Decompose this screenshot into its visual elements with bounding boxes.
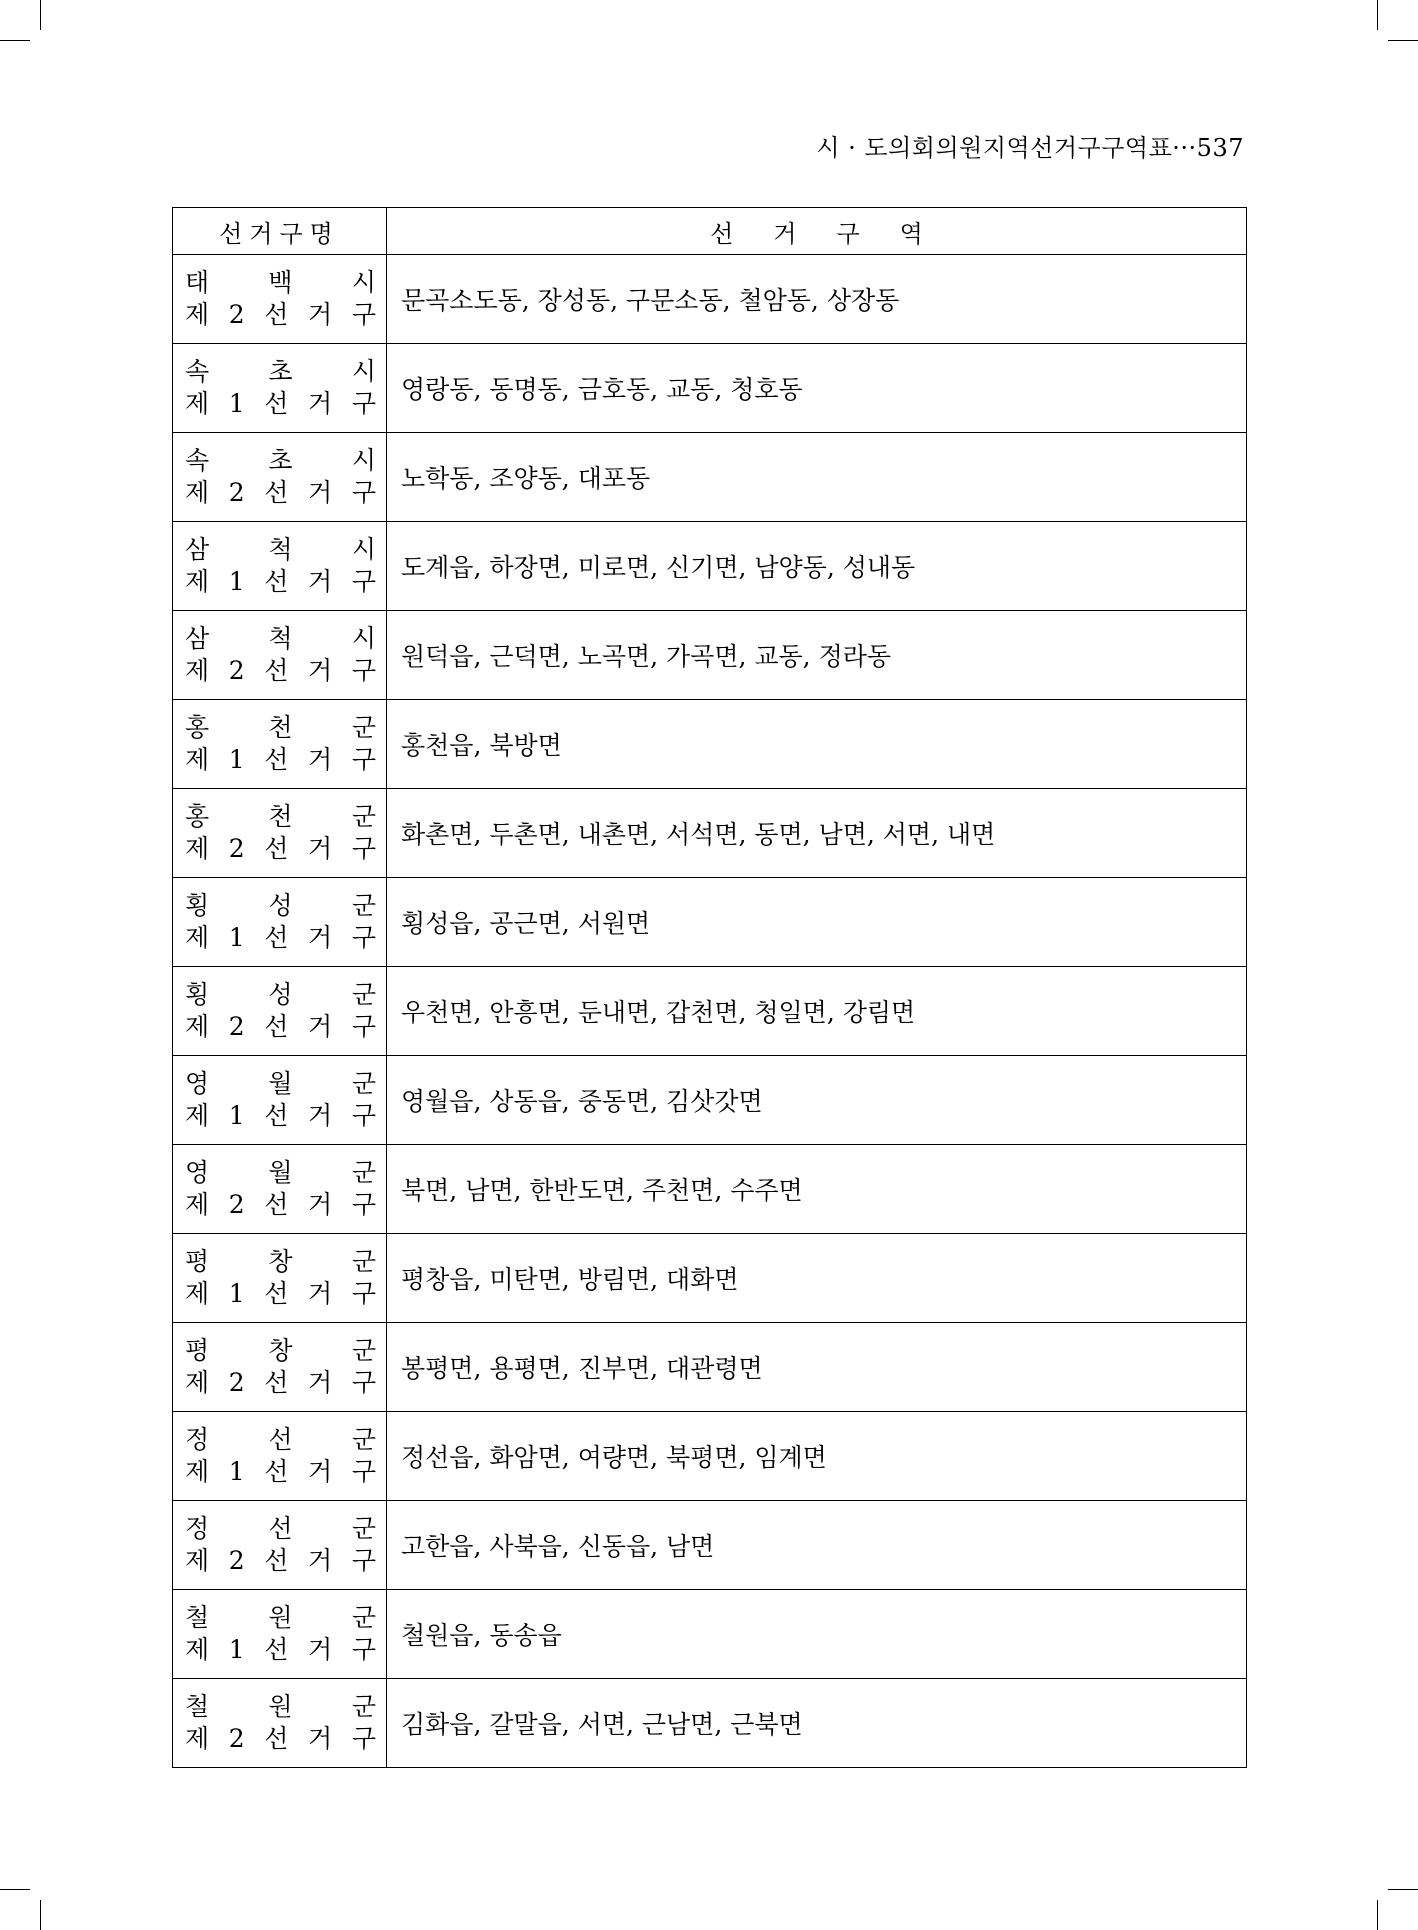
district-name-char: 선 (264, 1101, 289, 1130)
table-row (173, 1501, 1247, 1590)
district-name-char: 군 (351, 1069, 376, 1098)
district-area-cell: 우천면, 안흥면, 둔내면, 갑천면, 청일면, 강림면 (387, 967, 1247, 1056)
district-name-line1 (185, 1157, 376, 1189)
crop-mark (1377, 0, 1378, 30)
table-header-row (173, 208, 1247, 255)
crop-mark (1388, 1889, 1418, 1890)
district-name-char: 선 (264, 300, 289, 329)
district-name-char: 선 (268, 1514, 293, 1543)
district-name-char: 선 (264, 567, 289, 596)
district-name-char: 초 (268, 446, 293, 475)
district-name-line1 (185, 1068, 376, 1100)
table-row (173, 1234, 1247, 1323)
district-name-char: 영 (185, 1158, 210, 1187)
district-area-cell: 정선읍, 화암면, 여량면, 북평면, 임계면 (387, 1412, 1247, 1501)
district-name-char: 구 (351, 478, 376, 507)
district-name-char: 선 (264, 923, 289, 952)
district-name-char: 제 (185, 1546, 210, 1575)
district-area-cell: 철원읍, 동송읍 (387, 1590, 1247, 1679)
district-name-char: 월 (268, 1069, 293, 1098)
district-name-char: 군 (351, 1336, 376, 1365)
district-name-char: 초 (268, 357, 293, 386)
district-name-char: 창 (268, 1247, 293, 1276)
district-name-char: 선 (264, 1724, 289, 1753)
district-name-line1 (185, 267, 376, 299)
district-name-char: 2 (228, 300, 245, 329)
table-row (173, 1323, 1247, 1412)
district-area-cell: 횡성읍, 공근면, 서원면 (387, 878, 1247, 967)
district-name-char: 1 (228, 1457, 245, 1486)
district-name-char: 제 (185, 656, 210, 685)
district-name-char: 구 (351, 1012, 376, 1041)
district-table (172, 207, 1247, 1768)
district-name-char: 백 (268, 268, 293, 297)
crop-mark (1377, 1900, 1378, 1930)
district-name-char: 선 (264, 1635, 289, 1664)
district-name-char: 1 (228, 567, 245, 596)
district-name-cell (173, 344, 387, 433)
district-name-char: 속 (185, 357, 210, 386)
district-name-char: 거 (308, 834, 333, 863)
district-name-char: 평 (185, 1336, 210, 1365)
district-name-char: 구 (351, 1101, 376, 1130)
district-name-char: 선 (264, 834, 289, 863)
table-row (173, 1056, 1247, 1145)
district-name-char: 원 (268, 1692, 293, 1721)
district-name-line2 (185, 1278, 376, 1310)
district-name-char: 시 (351, 624, 376, 653)
district-name-char: 구 (351, 1724, 376, 1753)
table-row (173, 789, 1247, 878)
table-row (173, 433, 1247, 522)
district-name-cell (173, 967, 387, 1056)
district-name-char: 거 (308, 389, 333, 418)
district-name-char: 1 (228, 1279, 245, 1308)
district-name-char: 선 (264, 1368, 289, 1397)
district-name-char: 군 (351, 980, 376, 1009)
table-row (173, 1590, 1247, 1679)
district-area-cell: 홍천읍, 북방면 (387, 700, 1247, 789)
district-name-line2 (185, 744, 376, 776)
district-name-char: 속 (185, 446, 210, 475)
district-name-char: 구 (351, 389, 376, 418)
district-name-char: 거 (308, 478, 333, 507)
district-name-char: 선 (264, 478, 289, 507)
district-name-line1 (185, 1602, 376, 1634)
district-name-char: 군 (351, 802, 376, 831)
district-name-cell (173, 1501, 387, 1590)
district-name-char: 제 (185, 745, 210, 774)
district-name-char: 거 (308, 1190, 333, 1219)
district-area-cell: 고한읍, 사북읍, 신동읍, 남면 (387, 1501, 1247, 1590)
district-area-cell: 영랑동, 동명동, 금호동, 교동, 청호동 (387, 344, 1247, 433)
district-name-char: 횡 (185, 891, 210, 920)
district-name-char: 거 (308, 1546, 333, 1575)
district-name-char: 선 (268, 1425, 293, 1454)
district-name-char: 구 (351, 1457, 376, 1486)
district-name-line1 (185, 445, 376, 477)
district-name-char: 거 (308, 1368, 333, 1397)
district-name-char: 구 (351, 300, 376, 329)
district-name-char: 철 (185, 1692, 210, 1721)
district-name-cell (173, 1412, 387, 1501)
district-name-cell (173, 1323, 387, 1412)
header-district-area: 선거구역 (387, 208, 1247, 255)
running-head: 시 · 도의회의원지역선거구구역표···537 (816, 134, 1244, 162)
district-name-cell (173, 522, 387, 611)
district-name-cell (173, 433, 387, 522)
district-name-cell (173, 1056, 387, 1145)
district-name-char: 제 (185, 1101, 210, 1130)
district-area-cell: 북면, 남면, 한반도면, 주천면, 수주면 (387, 1145, 1247, 1234)
table-row (173, 1412, 1247, 1501)
district-name-line1 (185, 1691, 376, 1723)
district-name-char: 제 (185, 834, 210, 863)
district-name-char: 군 (351, 1692, 376, 1721)
table-row (173, 522, 1247, 611)
district-name-line1 (185, 1424, 376, 1456)
district-name-char: 1 (228, 745, 245, 774)
district-name-char: 군 (351, 1158, 376, 1187)
district-name-cell (173, 255, 387, 344)
district-name-cell (173, 1679, 387, 1768)
district-name-char: 제 (185, 567, 210, 596)
district-name-char: 선 (264, 1012, 289, 1041)
district-name-char: 선 (264, 1546, 289, 1575)
district-name-char: 2 (228, 656, 245, 685)
district-name-line1 (185, 356, 376, 388)
district-name-char: 선 (264, 745, 289, 774)
district-name-line1 (185, 1513, 376, 1545)
district-name-char: 2 (228, 1724, 245, 1753)
district-area-cell: 평창읍, 미탄면, 방림면, 대화면 (387, 1234, 1247, 1323)
district-name-line2 (185, 477, 376, 509)
district-name-char: 2 (228, 1190, 245, 1219)
table-row (173, 878, 1247, 967)
district-name-char: 거 (308, 567, 333, 596)
district-name-line2 (185, 1189, 376, 1221)
district-name-line1 (185, 534, 376, 566)
district-name-char: 제 (185, 300, 210, 329)
district-name-line2 (185, 922, 376, 954)
district-name-char: 구 (351, 923, 376, 952)
district-name-char: 구 (351, 834, 376, 863)
district-name-char: 제 (185, 1190, 210, 1219)
district-name-cell (173, 1590, 387, 1679)
district-area-cell: 화촌면, 두촌면, 내촌면, 서석면, 동면, 남면, 서면, 내면 (387, 789, 1247, 878)
district-name-char: 군 (351, 1247, 376, 1276)
district-name-char: 천 (268, 713, 293, 742)
table-row (173, 1145, 1247, 1234)
district-name-line1 (185, 801, 376, 833)
district-name-line1 (185, 712, 376, 744)
district-name-char: 선 (264, 656, 289, 685)
district-name-char: 1 (228, 389, 245, 418)
district-name-char: 1 (228, 1101, 245, 1130)
table-row (173, 1679, 1247, 1768)
district-name-char: 1 (228, 923, 245, 952)
district-name-char: 구 (351, 1279, 376, 1308)
district-name-line1 (185, 890, 376, 922)
district-name-char: 평 (185, 1247, 210, 1276)
district-name-char: 제 (185, 1012, 210, 1041)
district-name-char: 거 (308, 745, 333, 774)
district-name-char: 시 (351, 446, 376, 475)
district-name-line2 (185, 833, 376, 865)
district-name-char: 제 (185, 1724, 210, 1753)
district-name-char: 선 (264, 1279, 289, 1308)
district-name-line2 (185, 1367, 376, 1399)
crop-mark (40, 0, 41, 30)
district-name-char: 홍 (185, 802, 210, 831)
district-name-char: 거 (308, 1724, 333, 1753)
district-area-cell: 도계읍, 하장면, 미로면, 신기면, 남양동, 성내동 (387, 522, 1247, 611)
district-name-char: 군 (351, 1514, 376, 1543)
district-name-char: 군 (351, 713, 376, 742)
district-name-char: 삼 (185, 535, 210, 564)
district-name-cell (173, 1145, 387, 1234)
district-name-char: 제 (185, 1635, 210, 1664)
district-name-char: 척 (268, 535, 293, 564)
district-name-line2 (185, 1723, 376, 1755)
table-row (173, 611, 1247, 700)
header-district-name: 선거구명 (173, 208, 387, 255)
district-name-char: 구 (351, 1635, 376, 1664)
district-name-char: 창 (268, 1336, 293, 1365)
district-name-char: 성 (268, 980, 293, 1009)
district-name-line2 (185, 1545, 376, 1577)
district-name-line2 (185, 1456, 376, 1488)
district-name-char: 거 (308, 300, 333, 329)
district-name-char: 제 (185, 1457, 210, 1486)
district-name-char: 거 (308, 1635, 333, 1664)
district-name-char: 원 (268, 1603, 293, 1632)
district-name-char: 1 (228, 1635, 245, 1664)
district-name-char: 성 (268, 891, 293, 920)
district-area-cell: 원덕읍, 근덕면, 노곡면, 가곡면, 교동, 정라동 (387, 611, 1247, 700)
district-area-cell: 노학동, 조양동, 대포동 (387, 433, 1247, 522)
district-name-char: 시 (351, 535, 376, 564)
district-name-char: 2 (228, 1368, 245, 1397)
district-name-char: 정 (185, 1514, 210, 1543)
crop-mark (1388, 40, 1418, 41)
district-name-char: 척 (268, 624, 293, 653)
district-name-line2 (185, 388, 376, 420)
district-name-line2 (185, 299, 376, 331)
district-name-char: 제 (185, 478, 210, 507)
district-name-char: 구 (351, 567, 376, 596)
district-area-cell: 봉평면, 용평면, 진부면, 대관령면 (387, 1323, 1247, 1412)
district-name-line2 (185, 566, 376, 598)
table-row (173, 344, 1247, 433)
district-name-char: 제 (185, 1279, 210, 1308)
district-name-char: 거 (308, 923, 333, 952)
district-name-char: 구 (351, 656, 376, 685)
district-name-char: 천 (268, 802, 293, 831)
district-name-line1 (185, 1335, 376, 1367)
district-name-char: 거 (308, 1457, 333, 1486)
district-name-char: 구 (351, 745, 376, 774)
district-name-char: 구 (351, 1190, 376, 1219)
district-name-char: 2 (228, 478, 245, 507)
district-name-cell (173, 1234, 387, 1323)
district-name-char: 2 (228, 834, 245, 863)
district-name-char: 횡 (185, 980, 210, 1009)
district-name-cell (173, 789, 387, 878)
district-name-char: 홍 (185, 713, 210, 742)
district-name-char: 거 (308, 1101, 333, 1130)
district-name-char: 거 (308, 1279, 333, 1308)
crop-mark (0, 1889, 30, 1890)
district-name-char: 월 (268, 1158, 293, 1187)
district-name-char: 시 (351, 268, 376, 297)
district-area-cell: 문곡소도동, 장성동, 구문소동, 철암동, 상장동 (387, 255, 1247, 344)
district-name-char: 시 (351, 357, 376, 386)
district-name-line2 (185, 1100, 376, 1132)
district-name-char: 구 (351, 1546, 376, 1575)
district-name-line1 (185, 623, 376, 655)
district-name-char: 구 (351, 1368, 376, 1397)
district-name-char: 선 (264, 1190, 289, 1219)
district-name-line2 (185, 1634, 376, 1666)
district-name-char: 영 (185, 1069, 210, 1098)
crop-mark (0, 40, 30, 41)
district-name-char: 삼 (185, 624, 210, 653)
district-name-char: 제 (185, 389, 210, 418)
table-row (173, 700, 1247, 789)
district-name-line1 (185, 979, 376, 1011)
district-name-char: 선 (264, 1457, 289, 1486)
district-name-char: 거 (308, 656, 333, 685)
district-name-char: 태 (185, 268, 210, 297)
district-name-cell (173, 700, 387, 789)
district-name-char: 정 (185, 1425, 210, 1454)
district-area-cell: 김화읍, 갈말읍, 서면, 근남면, 근북면 (387, 1679, 1247, 1768)
district-name-char: 군 (351, 1425, 376, 1454)
district-name-char: 2 (228, 1012, 245, 1041)
district-name-cell (173, 611, 387, 700)
district-name-char: 제 (185, 923, 210, 952)
table-row (173, 255, 1247, 344)
table-row (173, 967, 1247, 1056)
district-name-char: 제 (185, 1368, 210, 1397)
district-name-line2 (185, 655, 376, 687)
district-name-char: 군 (351, 1603, 376, 1632)
district-name-char: 거 (308, 1012, 333, 1041)
district-name-line1 (185, 1246, 376, 1278)
district-name-char: 선 (264, 389, 289, 418)
district-name-line2 (185, 1011, 376, 1043)
district-name-char: 2 (228, 1546, 245, 1575)
district-name-char: 철 (185, 1603, 210, 1632)
district-area-cell: 영월읍, 상동읍, 중동면, 김삿갓면 (387, 1056, 1247, 1145)
crop-mark (40, 1900, 41, 1930)
district-name-cell (173, 878, 387, 967)
district-name-char: 군 (351, 891, 376, 920)
